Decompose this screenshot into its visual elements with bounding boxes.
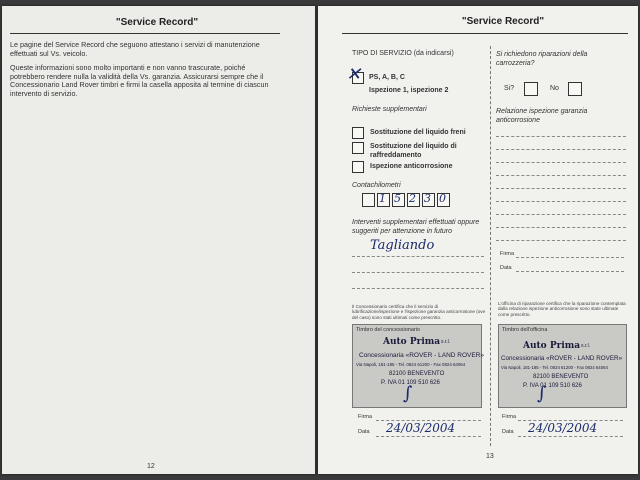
workshop-stamp-line1: Concessionaria «ROVER - LAND ROVER» — [501, 355, 623, 362]
additional-work-handwritten: Tagliando — [370, 238, 435, 253]
report-line-6 — [496, 201, 626, 202]
no-checkbox[interactable] — [568, 82, 582, 96]
report-line-8 — [496, 227, 626, 228]
data2-line — [516, 271, 624, 272]
workshop-stamp-line3: 82100 BENEVENTO — [533, 374, 589, 380]
report-line-7 — [496, 214, 626, 215]
firma2-label: Firma — [500, 251, 515, 257]
data3-line — [518, 436, 623, 437]
additional-work-label: Interventi supplementari effettuati oppure suggeriti per attenzione in futuro — [352, 219, 480, 235]
left-title-rule — [10, 33, 280, 34]
dealer-stamp-line4: P. IVA 01 109 510 626 — [381, 380, 440, 386]
data3-label: Data — [502, 429, 514, 435]
brake-fluid-label: Sostituzione del liquido freni — [370, 129, 466, 136]
odometer-digit-4: 2 — [407, 193, 420, 207]
yes-checkbox[interactable] — [524, 82, 538, 96]
coolant-label: Sostituzione del liquido di raffreddamento — [370, 143, 457, 159]
right-title-rule — [342, 33, 628, 34]
report-line-3 — [496, 162, 626, 163]
service-type-check-mark: ✕ — [346, 64, 362, 85]
firma-label: Firma — [358, 414, 373, 420]
additional-requests-label: Richieste supplementari — [352, 106, 427, 113]
data-line — [376, 436, 481, 437]
dealer-stamp-line3: 82100 BENEVENTO — [389, 371, 445, 377]
data2-label: Data — [500, 265, 512, 271]
right-page-title: "Service Record" — [461, 16, 545, 27]
left-paragraph-2: Queste informazioni sono molto importanti e non vanno trascurate, poiché potrebbero rendere nulla la validità della Vs. garanzia. Assicurarsi sempre che il Concessionario Land Rover timbri e firmi la casella apposita al termine di ciascun intervento di servizio. — [10, 63, 269, 98]
workshop-signature: ∫ — [537, 383, 547, 404]
report-line-4 — [496, 175, 626, 176]
left-paragraph-1: Le pagine del Service Record che seguono attestano i servizi di manutenzione effettuati sul Vs. veicolo. — [10, 40, 260, 58]
service-type-option-1: PS, A, B, C — [369, 74, 405, 81]
firma2-line — [516, 257, 624, 258]
left-page-number: 12 — [147, 463, 155, 470]
yes-label: Si? — [504, 85, 515, 92]
odometer-digit-6: 0 — [437, 193, 450, 207]
workshop-stamp-name: Auto Prima — [523, 341, 581, 351]
odometer-digit-5: 3 — [422, 193, 435, 207]
date-handwritten-2: 24/03/2004 — [528, 421, 598, 435]
odometer-digit-1 — [362, 193, 375, 207]
anticorrosion-report-label: Relazione ispezione garanzia anticorrosione — [496, 108, 588, 124]
workshop-stamp-box: Timbro dell'officina Auto Prima s.r.l. Concessionaria «ROVER - LAND ROVER» Via Napoli, 181-185 - Tel. 0824 61200 - Fax 0824 64064 82100 BENEVENTO P. IVA 01 109 510 626 ∫ — [498, 324, 627, 408]
report-line-1 — [496, 136, 626, 137]
report-line-5 — [496, 188, 626, 189]
date-handwritten: 24/03/2004 — [386, 421, 456, 435]
dealer-stamp-suffix: s.r.l. — [441, 339, 451, 345]
firma3-label: Firma — [502, 414, 517, 420]
workshop-certification-note: L'officina di riparazione certifica che la riparazione contemplata dalla relazione ispezione anticorrosione sono state ultimate come prescritto. — [498, 301, 626, 317]
left-page — [2, 6, 315, 474]
anticorrosion-checkbox[interactable] — [352, 161, 364, 173]
right-page-number: 13 — [486, 453, 494, 460]
anticorrosion-label: Ispezione anticorrosione — [370, 163, 453, 170]
dealer-certification-note: Il Concessionario certifica che il servizio di lubrificazione/ispezione e l'ispezione garanzia anticorrosione (ove del caso) sono stati ultimati come prescritto. — [352, 304, 486, 320]
odometer-label: Contachilometri — [352, 182, 401, 189]
no-label: No — [550, 85, 559, 92]
left-page-title: "Service Record" — [115, 17, 199, 28]
data-label: Data — [358, 429, 370, 435]
report-line-9 — [496, 240, 626, 241]
dealer-stamp-line2: Via Napoli, 181-185 - Tel. 0824 61200 - Fax 0824 64064 — [356, 362, 466, 367]
column-divider — [490, 46, 491, 446]
right-page — [318, 6, 638, 474]
service-type-option-2: Ispezione 1, ispezione 2 — [369, 87, 449, 94]
bodywork-question: Si richiedono riparazioni della carrozzeria? — [496, 51, 588, 67]
odometer-digit-3: 5 — [392, 193, 405, 207]
dealer-stamp-line1: Concessionaria «ROVER - LAND ROVER» — [359, 352, 484, 359]
odometer-digit-2: 1 — [377, 193, 390, 207]
workshop-stamp-line2: Via Napoli, 181-185 - Tel. 0824 61200 - Fax 0824 64064 — [501, 365, 608, 370]
work-line-3 — [352, 288, 484, 289]
dealer-stamp-name: Auto Prima — [383, 337, 441, 347]
workshop-stamp-suffix: s.r.l. — [581, 343, 591, 349]
dealer-signature: ∫ — [403, 383, 413, 404]
report-line-2 — [496, 149, 626, 150]
work-line-1 — [352, 256, 484, 257]
coolant-checkbox[interactable] — [352, 142, 364, 154]
dealer-stamp-box: Timbro del concessionario Auto Prima s.r.l. Concessionaria «ROVER - LAND ROVER» Via Napoli, 181-185 - Tel. 0824 61200 - Fax 0824 64064 82100 BENEVENTO P. IVA 01 109 510 626 ∫ — [352, 324, 482, 408]
workshop-stamp-line4: P. IVA 01 109 510 626 — [523, 383, 582, 389]
work-line-2 — [352, 272, 484, 273]
service-type-label: TIPO DI SERVIZIO (da indicarsi) — [352, 50, 454, 57]
brake-fluid-checkbox[interactable] — [352, 127, 364, 139]
